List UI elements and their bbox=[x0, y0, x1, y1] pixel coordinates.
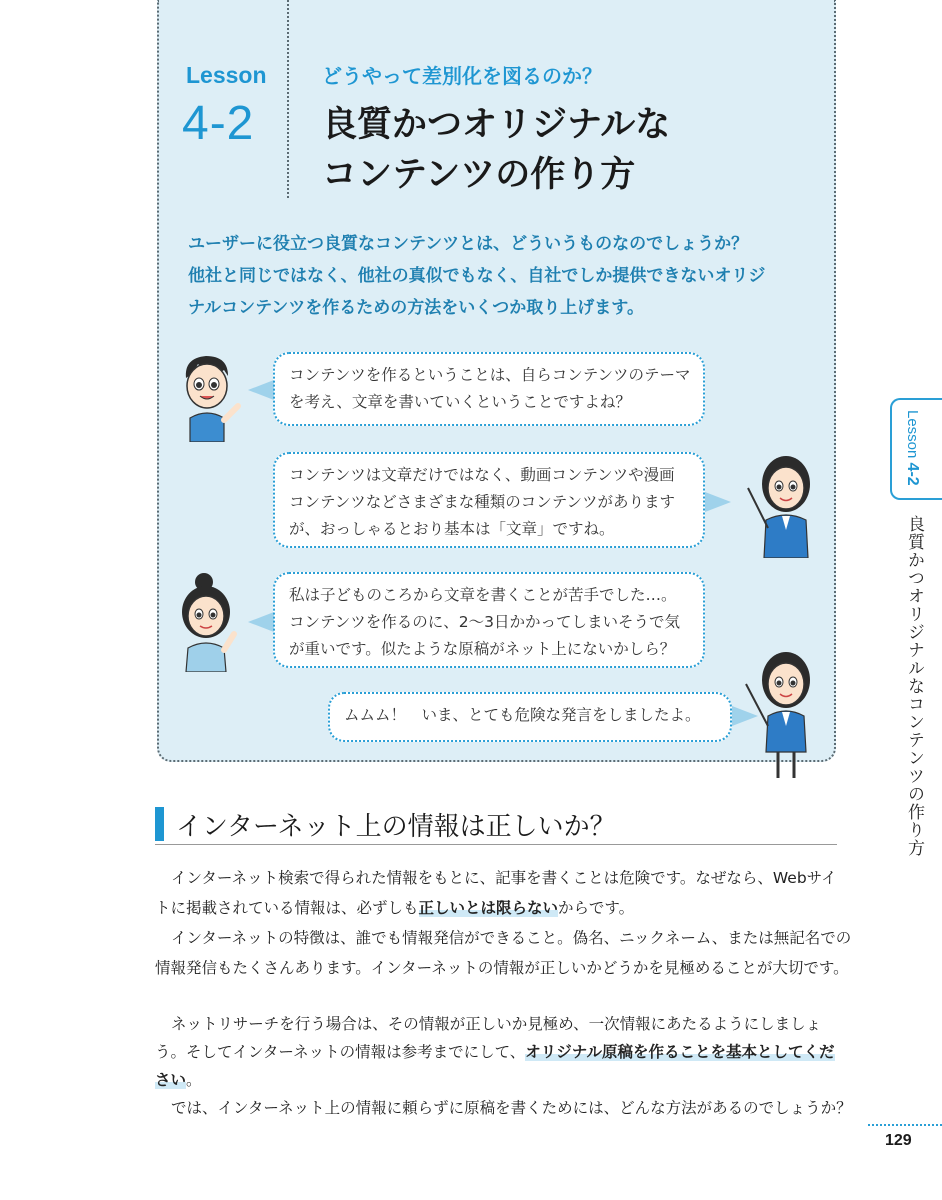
body-emphasis: 正しいとは限らない bbox=[418, 899, 559, 917]
body-line bbox=[155, 1040, 835, 1062]
bubble-tail bbox=[248, 612, 274, 632]
body-line: ネットリサーチを行う場合は、その情報が正しいか見極め、一次情報にあたるようにしましょ bbox=[171, 1015, 822, 1033]
bubble-line: コンテンツなどさまざまな種類のコンテンツがあります bbox=[289, 493, 675, 511]
speech-bubble-teacher-2 bbox=[328, 692, 732, 742]
side-tab-label bbox=[903, 410, 921, 486]
lesson-title-line2: コンテンツの作り方 bbox=[322, 155, 636, 195]
speech-bubble-boy bbox=[273, 352, 705, 426]
side-tab-number: 4-2 bbox=[904, 462, 921, 486]
bubble-tail bbox=[248, 380, 274, 400]
speech-bubble-teacher bbox=[273, 452, 705, 548]
body-line bbox=[155, 1068, 202, 1090]
body-line: インターネットの特徴は、誰でも情報発信ができること。偽名、ニックネーム、または無記名での bbox=[171, 929, 852, 947]
intro-line: ナルコンテンツを作るための方法をいくつか取り上げます。 bbox=[188, 298, 644, 318]
lesson-intro bbox=[188, 228, 818, 324]
teacher-character-illustration-2 bbox=[742, 644, 826, 780]
boy-character-illustration bbox=[172, 350, 244, 442]
side-running-title: 良質かつオリジナルなコンテンツの作り方 bbox=[904, 515, 924, 857]
page-number: 129 bbox=[885, 1132, 912, 1149]
lesson-title bbox=[322, 100, 670, 200]
bubble-line: コンテンツを作るのに、2〜3日かかってしまいそうで気 bbox=[289, 613, 680, 631]
body-line bbox=[155, 896, 634, 918]
girl-character-illustration bbox=[172, 572, 244, 672]
body-line: インターネット検索で得られた情報をもとに、記事を書くことは危険です。なぜなら、Webサイ bbox=[171, 869, 837, 887]
body-text: トに掲載されている情報は、必ずしも bbox=[155, 899, 419, 917]
teacher-character-illustration bbox=[742, 448, 826, 558]
lesson-title-line1: 良質かつオリジナルな bbox=[322, 105, 671, 145]
body-text: う。そしてインターネットの情報は参考までにして、 bbox=[155, 1043, 526, 1061]
intro-line: ユーザーに役立つ良質なコンテンツとは、どういうものなのでしょうか？ bbox=[188, 234, 749, 254]
body-text: からです。 bbox=[558, 899, 635, 917]
bubble-line: コンテンツを作るということは、自らコンテンツのテーマ bbox=[289, 366, 691, 384]
header-divider bbox=[287, 0, 289, 198]
section-rule bbox=[155, 844, 837, 845]
body-emphasis: オリジナル原稿を作ることを基本としてくだ bbox=[525, 1043, 835, 1061]
body-line: では、インターネット上の情報に頼らずに原稿を書くためには、どんな方法があるのでしょうか？ bbox=[171, 1099, 852, 1117]
intro-line: 他社と同じではなく、他社の真似でもなく、自社でしか提供できないオリジ bbox=[188, 266, 766, 286]
lesson-subtitle: どうやって差別化を図るのか？ bbox=[322, 64, 602, 88]
body-text: 。 bbox=[186, 1071, 202, 1089]
bubble-line: が、おっしゃるとおり基本は「文章」ですね。 bbox=[289, 520, 615, 538]
body-line: 情報発信もたくさんあります。インターネットの情報が正しいかどうかを見極めることが大切です。 bbox=[155, 959, 849, 977]
section-accent-bar bbox=[155, 807, 164, 841]
section-heading: インターネット上の情報は正しいか？ bbox=[176, 812, 616, 842]
speech-bubble-girl bbox=[273, 572, 705, 668]
lesson-label: Lesson bbox=[186, 62, 267, 88]
bubble-line: を考え、文章を書いていくということですよね？ bbox=[289, 393, 631, 411]
bubble-line: が重いです。似たような原稿がネット上にないかしら？ bbox=[289, 640, 676, 658]
lesson-number: 4-2 bbox=[182, 97, 255, 150]
side-tab-lesson: Lesson bbox=[904, 410, 921, 459]
bubble-tail bbox=[705, 492, 731, 512]
bubble-line: ムムム！ いま、とても危険な発言をしましたよ。 bbox=[344, 706, 701, 724]
body-emphasis: さい bbox=[155, 1071, 187, 1089]
bubble-line: 私は子どものころから文章を書くことが苦手でした…。 bbox=[289, 586, 677, 604]
page-number-dots bbox=[868, 1124, 942, 1126]
bubble-line: コンテンツは文章だけではなく、動画コンテンツや漫画 bbox=[289, 466, 675, 484]
